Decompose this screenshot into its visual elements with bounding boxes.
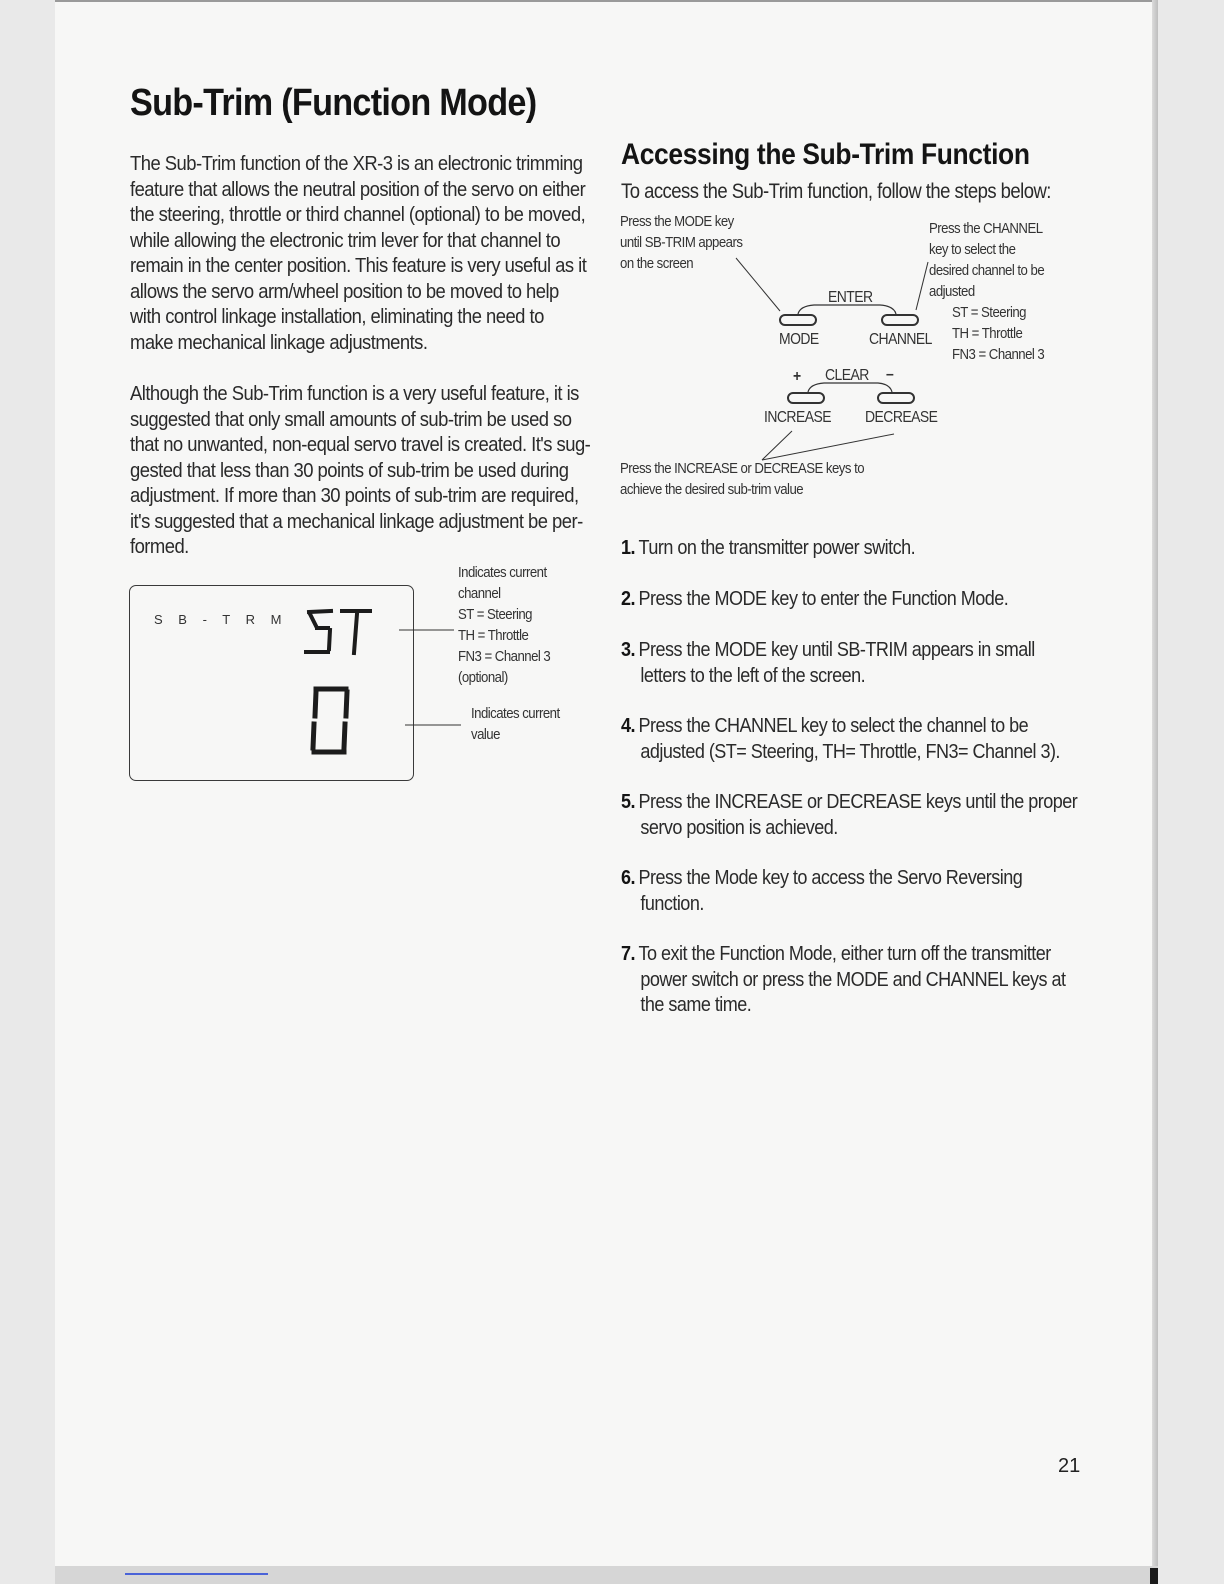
- step-text: To exit the Function Mode, either turn off the transmitter: [638, 942, 1051, 965]
- para-line: while allowing the electronic trim lever for that channel to: [130, 228, 561, 252]
- plus-sign: +: [793, 368, 802, 385]
- callout-line: value: [471, 726, 500, 743]
- note-line: key to select the: [929, 241, 1016, 258]
- lcd-mode-label: S B - T R M: [154, 612, 288, 627]
- step-text: Press the INCREASE or DECREASE keys until the proper: [638, 790, 1078, 813]
- callout-line: ST = Steering: [458, 606, 532, 623]
- step-text: Turn on the transmitter power switch.: [638, 536, 916, 559]
- note-line: Press the INCREASE or DECREASE keys to: [620, 460, 865, 477]
- step-text: power switch or press the MODE and CHANNEL keys at: [640, 967, 1066, 991]
- note-mode-key: [620, 211, 742, 274]
- scan-corner-shadow: [1150, 1568, 1158, 1584]
- step-text: letters to the left of the screen.: [640, 663, 866, 687]
- step-number: 6.: [621, 866, 635, 889]
- para-line: remain in the center position. This feature is very useful as it: [130, 254, 587, 277]
- para-line: formed.: [130, 535, 189, 558]
- mode-key-label[interactable]: MODE: [779, 331, 819, 348]
- channel-key-label[interactable]: CHANNEL: [869, 331, 932, 348]
- callout-line: Indicates current: [471, 705, 560, 722]
- mode-key-icon: [780, 315, 816, 325]
- para-line: adjustment. If more than 30 points of sub-trim are required,: [130, 484, 579, 507]
- legend-line: ST = Steering: [952, 304, 1026, 321]
- para-line: the steering, throttle or third channel (optional) to be moved,: [130, 203, 586, 226]
- decrease-key-icon: [878, 393, 914, 403]
- scan-edge-top: [55, 0, 1158, 2]
- page-number: 21: [1058, 1455, 1081, 1477]
- callout-line: channel: [458, 585, 501, 602]
- note-increase-decrease: [620, 458, 864, 500]
- callout-leader-lines: [395, 625, 465, 745]
- callout-line: Indicates current: [458, 564, 547, 581]
- step-item: [621, 713, 1060, 764]
- minus-sign: –: [886, 366, 894, 383]
- step-item: [621, 941, 1066, 1018]
- para-line: with control linkage installation, eliminating the need to: [130, 305, 544, 328]
- legend-line: TH = Throttle: [952, 325, 1023, 342]
- lcd-digit-zero: [313, 689, 347, 752]
- step-item: [621, 586, 1043, 612]
- note-line: adjusted: [929, 283, 975, 300]
- step-text: Press the Mode key to access the Servo Reversing: [638, 866, 1023, 889]
- lcd-digit-s: [306, 611, 331, 652]
- para-line: gested that less than 30 points of sub-trim be used during: [130, 458, 569, 482]
- scan-artifact-line: [125, 1573, 268, 1575]
- step-number: 7.: [621, 942, 635, 965]
- scan-edge-right: [1152, 0, 1158, 1584]
- callout-line: FN3 = Channel 3: [458, 648, 551, 665]
- legend-line: FN3 = Channel 3: [952, 346, 1045, 363]
- para-line: Although the Sub-Trim function is a very useful feature, it is: [130, 382, 579, 405]
- step-text: Press the MODE key to enter the Function Mode.: [638, 587, 1009, 610]
- note-line: desired channel to be: [929, 262, 1045, 279]
- section-heading: Accessing the Sub-Trim Function: [621, 138, 1030, 171]
- note-line: on the screen: [620, 255, 694, 272]
- increase-key-label[interactable]: INCREASE: [764, 409, 832, 426]
- lcd-digit-t: [342, 611, 370, 653]
- enter-label: ENTER: [828, 289, 873, 306]
- channel-list-legend: [952, 302, 1044, 365]
- step-text: the same time.: [640, 993, 752, 1016]
- step-text: Press the MODE key until SB-TRIM appears in small: [638, 638, 1035, 661]
- callout-line: (optional): [458, 669, 508, 686]
- step-text: function.: [640, 891, 704, 915]
- para-line: The Sub-Trim function of the XR-3 is an electronic trimming: [130, 152, 583, 175]
- intro-paragraph: [130, 151, 587, 355]
- step-number: 5.: [621, 790, 635, 813]
- step-item: [621, 865, 1043, 916]
- step-item: [621, 789, 1078, 840]
- step-item: [621, 535, 1043, 561]
- note-line: achieve the desired sub-trim value: [620, 481, 804, 498]
- page-title: Sub-Trim (Function Mode): [130, 82, 537, 124]
- clear-label: CLEAR: [825, 367, 869, 384]
- channel-key-icon: [882, 315, 918, 325]
- callout-current-value: [471, 703, 560, 745]
- step-number: 1.: [621, 536, 635, 559]
- para-line: allows the servo arm/wheel position to be moved to help: [130, 279, 559, 303]
- para-line: that no unwanted, non-equal servo travel is created. It's sug-: [130, 433, 591, 456]
- lcd-screen-illustration: [129, 585, 414, 781]
- increase-key-icon: [788, 393, 824, 403]
- lcd-segment-display: [130, 586, 415, 782]
- step-text: servo position is achieved.: [640, 815, 838, 839]
- para-line: feature that allows the neutral position of the servo on either: [130, 177, 586, 201]
- step-text: adjusted (ST= Steering, TH= Throttle, FN3= Channel 3).: [640, 739, 1060, 763]
- step-number: 3.: [621, 638, 635, 661]
- callout-line: TH = Throttle: [458, 627, 529, 644]
- step-item: [621, 637, 1043, 688]
- callout-current-channel: [458, 562, 550, 688]
- step-text: Press the CHANNEL key to select the channel to be: [638, 714, 1029, 737]
- step-number: 2.: [621, 587, 635, 610]
- note-line: Press the MODE key: [620, 213, 734, 230]
- decrease-key-label[interactable]: DECREASE: [865, 409, 938, 426]
- caution-paragraph: [130, 381, 591, 560]
- note-line: Press the CHANNEL: [929, 220, 1043, 237]
- para-line: make mechanical linkage adjustments.: [130, 330, 428, 354]
- note-line: until SB-TRIM appears: [620, 234, 743, 251]
- section-intro: To access the Sub-Trim function, follow the steps below:: [621, 180, 1051, 203]
- para-line: suggested that only small amounts of sub-trim be used so: [130, 407, 572, 431]
- scan-edge-bottom: [55, 1566, 1158, 1584]
- para-line: it's suggested that a mechanical linkage adjustment be per-: [130, 509, 583, 533]
- step-number: 4.: [621, 714, 635, 737]
- key-diagram-lines: [730, 250, 950, 470]
